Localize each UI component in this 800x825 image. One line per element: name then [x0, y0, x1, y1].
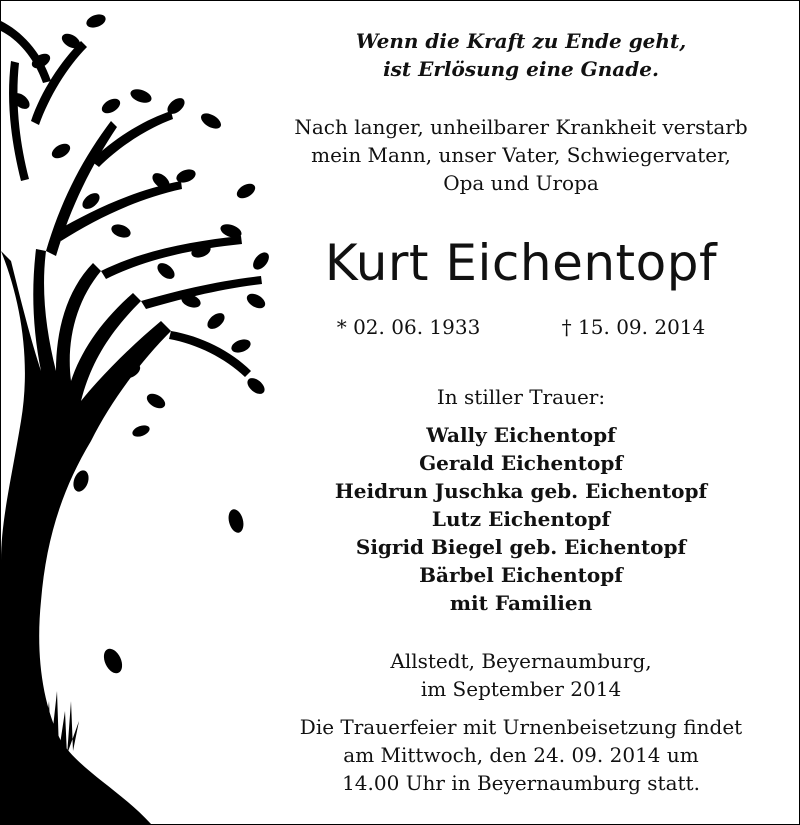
motto-line: ist Erlösung eine Gnade.: [383, 57, 659, 81]
family-member: Gerald Eichentopf: [419, 451, 623, 475]
funeral-line: 14.00 Uhr in Beyernaumburg statt.: [342, 771, 700, 795]
intro-line: Opa und Uropa: [443, 171, 599, 195]
family-member: Heidrun Juschka geb. Eichentopf: [334, 479, 708, 503]
place-line: im September 2014: [420, 677, 622, 701]
mourning-label: In stiller Trauer:: [436, 385, 606, 409]
family-list: [241, 421, 800, 617]
motto: [241, 27, 800, 83]
motto-line: Wenn die Kraft zu Ende geht,: [355, 29, 687, 53]
birth-date: * 02. 06. 1933: [336, 315, 481, 339]
family-member: Sigrid Biegel geb. Eichentopf: [355, 535, 687, 559]
funeral-info: [241, 713, 800, 797]
deceased-name: Kurt Eichentopf: [324, 234, 718, 292]
funeral-line: Die Trauerfeier mit Urnenbeisetzung findet: [299, 715, 743, 739]
place-line: Allstedt, Beyernaumburg,: [390, 649, 652, 673]
intro-text: [241, 113, 800, 197]
family-member: mit Familien: [449, 591, 593, 615]
intro-line: mein Mann, unser Vater, Schwiegervater,: [311, 143, 731, 167]
intro-line: Nach langer, unheilbarer Krankheit verstarb: [294, 115, 748, 139]
place-and-date: [241, 647, 800, 703]
death-date: † 15. 09. 2014: [561, 315, 706, 339]
family-member: Lutz Eichentopf: [431, 507, 611, 531]
family-member: Wally Eichentopf: [426, 423, 616, 447]
life-dates: [241, 314, 800, 340]
family-member: Bärbel Eichentopf: [419, 563, 623, 587]
funeral-line: am Mittwoch, den 24. 09. 2014 um: [343, 743, 699, 767]
